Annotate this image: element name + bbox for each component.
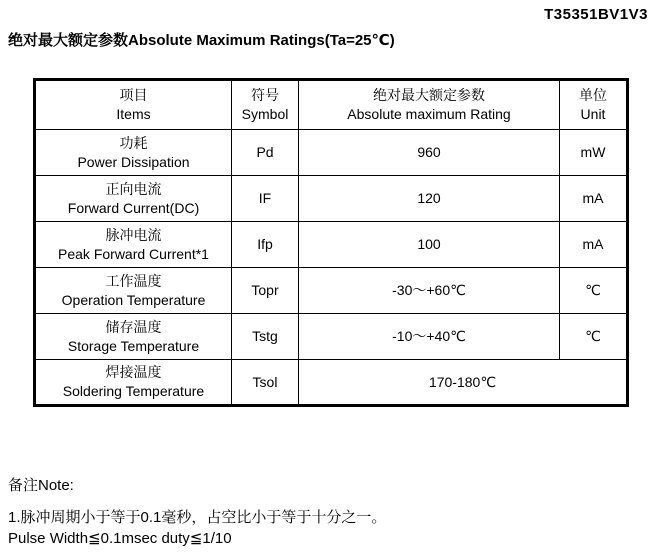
rating-cell: -10～+40℃ [299,314,560,360]
column-header-zh: 项目 [119,87,148,103]
item-cell [35,314,232,360]
column-header-en: Absolute maximum Rating [347,106,511,122]
column-header-zh: 绝对最大额定参数 [373,87,485,103]
table-row [35,314,628,360]
table-row [35,222,628,268]
symbol-cell: IF [232,176,299,222]
symbol-cell: Pd [232,130,299,176]
unit-cell: mA [560,222,628,268]
header-row [35,80,628,130]
symbol-cell: Tstg [232,314,299,360]
item-name-zh: 脉冲电流 [105,226,162,243]
column-header [35,80,232,130]
column-header-en: Items [116,106,151,122]
item-name-en: Power Dissipation [77,153,190,170]
column-header-zh: 单位 [579,87,607,103]
symbol-cell: Ifp [232,222,299,268]
unit-cell: mA [560,176,628,222]
item-name-zh: 正向电流 [105,180,162,197]
unit-cell: ℃ [560,314,628,360]
item-cell [35,130,232,176]
rating-cell: 120 [299,176,560,222]
rating-cell: 100 [299,222,560,268]
item-name-en: Storage Temperature [67,337,200,354]
ratings-table-body [35,130,628,406]
doc-number: T35351BV1V3 [544,6,648,23]
notes-section [8,474,386,549]
item-name-en: Forward Current(DC) [67,199,200,216]
table-row [35,268,628,314]
item-name-zh: 工作温度 [105,272,162,289]
item-name-zh: 储存温度 [105,318,162,335]
item-cell [35,222,232,268]
item-name-en: Soldering Temperature [62,383,205,399]
item-cell [35,360,232,406]
item-name-zh: 功耗 [119,134,148,151]
column-header [299,80,560,130]
item-name-en: Operation Temperature [61,291,206,308]
table-row [35,176,628,222]
table-row [35,130,628,176]
column-header-zh: 符号 [251,87,279,103]
column-header [232,80,299,130]
unit-cell: ℃ [560,268,628,314]
table-row [35,360,628,406]
item-name-en: Peak Forward Current*1 [58,245,209,262]
column-header-en: Symbol [241,106,289,122]
item-cell [35,268,232,314]
rating-cell: -30～+60℃ [299,268,560,314]
rating-cell: 170-180℃ [299,360,628,406]
symbol-cell: Topr [232,268,299,314]
column-header [560,80,628,130]
item-name-zh: 焊接温度 [105,364,162,380]
column-header-en: Unit [580,106,606,122]
ratings-table-header [35,80,628,130]
note-line-zh: 1.脉冲周期小于等于0.1毫秒，占空比小于等于十分之一。 [8,509,387,526]
page-title: 绝对最大额定参数Absolute Maximum Ratings(Ta=25℃) [8,32,395,49]
unit-cell: mW [560,130,628,176]
absolute-maximum-ratings-table [33,78,629,407]
item-cell [35,176,232,222]
rating-cell: 960 [299,130,560,176]
note-label: 备注Note: [8,477,74,494]
symbol-cell: Tsol [232,360,299,406]
note-line-en: Pulse Width≦0.1msec duty≦1/10 [8,530,232,547]
